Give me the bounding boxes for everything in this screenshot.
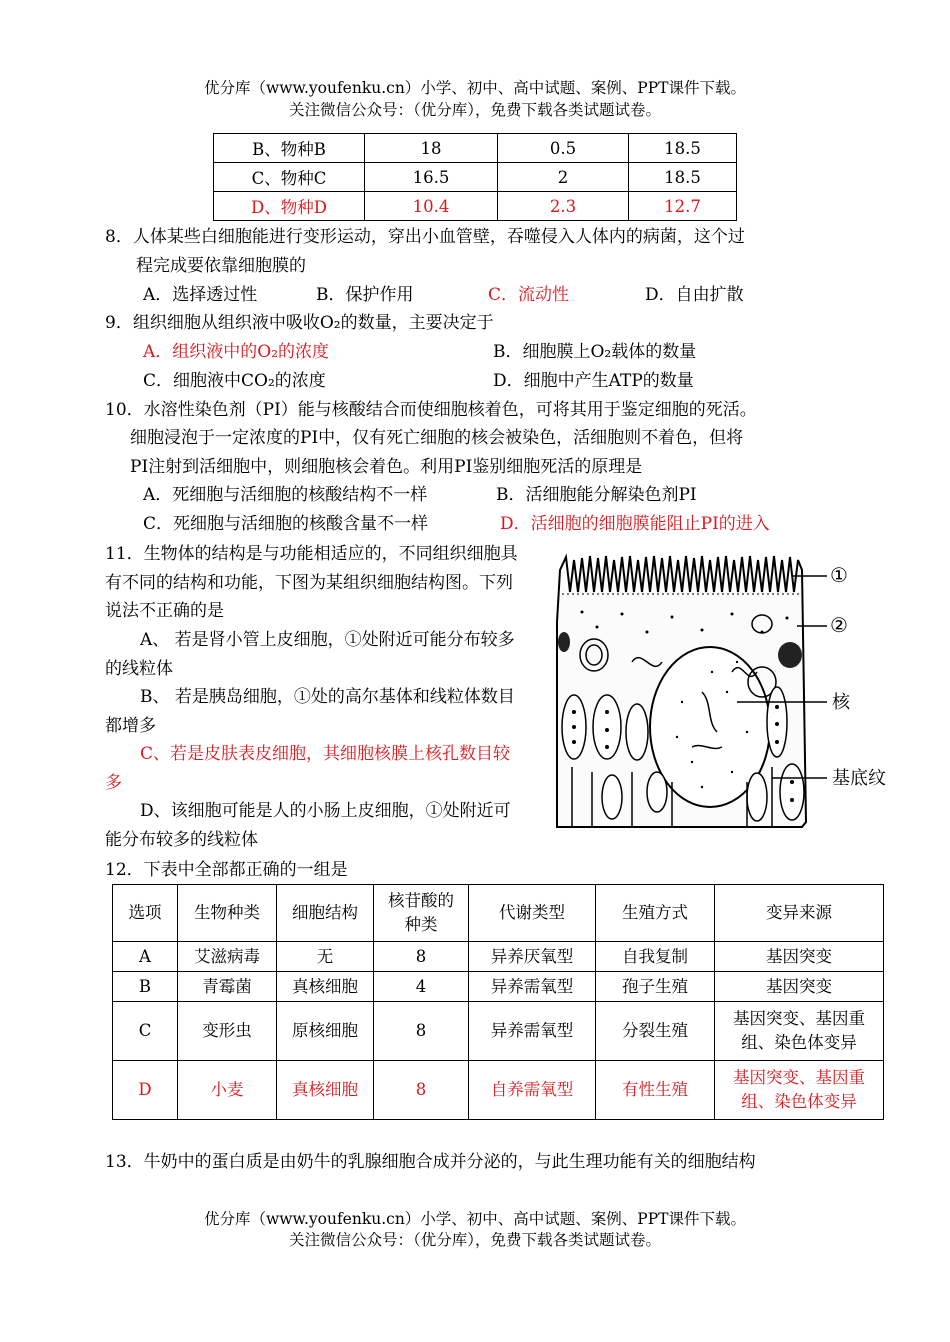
table-cell: 自养需氧型 — [469, 1061, 596, 1120]
q11-option-b: B、 若是胰岛细胞，①处的高尔基体和线粒体数目都增多 — [105, 687, 515, 736]
table-cell: 小麦 — [178, 1061, 277, 1120]
secretory-granule — [778, 642, 802, 668]
footer-line-2: 关注微信公众号：（优分库），免费下载各类试题试卷。 — [288, 1231, 661, 1249]
table-cell: 原核细胞 — [277, 1002, 374, 1061]
table-cell: 真核细胞 — [277, 1061, 374, 1120]
q8-option-c: C．流动性 — [488, 285, 570, 305]
table-cell: 基因突变 — [715, 972, 884, 1002]
table-cell: 基因突变、基因重组、染色体变异 — [715, 1002, 884, 1061]
q11-option-a: A、 若是肾小管上皮细胞，①处附近可能分布较多的线粒体 — [105, 630, 515, 679]
table-row — [214, 134, 737, 163]
table-cell: A — [113, 942, 178, 972]
cell-diagram — [552, 552, 890, 834]
table-cell: 2.3 — [498, 192, 629, 221]
table-cell: 异养需氧型 — [469, 972, 596, 1002]
q8-option-a: A．选择透过性 — [143, 285, 258, 305]
table-cell: 异养厌氧型 — [469, 942, 596, 972]
footer-line-1: 优分库（www.youfenku.cn）小学、初中、高中试题、案例、PPT课件下载。 — [203, 1210, 747, 1228]
table-cell: 4 — [374, 972, 469, 1002]
q12-stem: 12．下表中全部都正确的一组是 — [105, 860, 348, 880]
header-metabolism: 代谢类型 — [469, 885, 596, 942]
header-line-2: 关注微信公众号：（优分库），免费下载各类试题试卷。 — [288, 101, 661, 119]
table-cell: 艾滋病毒 — [178, 942, 277, 972]
table-row — [113, 942, 884, 972]
table-cell: 基因突变 — [715, 942, 884, 972]
table-cell: 分裂生殖 — [596, 1002, 715, 1061]
species-name: D、物种D — [214, 192, 365, 221]
table-cell: 2 — [498, 163, 629, 192]
q8-option-b: B．保护作用 — [316, 285, 414, 305]
table-cell: 0.5 — [498, 134, 629, 163]
secretory-granule — [558, 632, 570, 652]
table-cell: 8 — [374, 1002, 469, 1061]
q10-stem: 10．水溶性染色剂（PI）能与核酸结合而使细胞核着色，可将其用于鉴定细胞的死活。 — [105, 400, 757, 420]
table-cell: D — [113, 1061, 178, 1120]
header-cell-structure: 细胞结构 — [277, 885, 374, 942]
q9-option-c: C．细胞液中CO₂的浓度 — [143, 371, 326, 391]
table-cell: 变形虫 — [178, 1002, 277, 1061]
table-cell: 真核细胞 — [277, 972, 374, 1002]
table-row — [113, 1002, 884, 1061]
table-cell: 18.5 — [629, 163, 737, 192]
header-reproduction: 生殖方式 — [596, 885, 715, 942]
header-option: 选项 — [113, 885, 178, 942]
table-cell: 8 — [374, 942, 469, 972]
q8-stem: 8．人体某些白细胞能进行变形运动，穿出小血管壁，吞噬侵入人体内的病菌，这个过 — [105, 227, 745, 247]
label-basal-striation: 基底纹 — [832, 768, 886, 789]
label-1: ① — [830, 563, 848, 587]
header-line-1: 优分库（www.youfenku.cn）小学、初中、高中试题、案例、PPT课件下载。 — [203, 79, 747, 97]
q11-option-d: D、该细胞可能是人的小肠上皮细胞，①处附近可能分布较多的线粒体 — [105, 801, 511, 850]
table-cell: 8 — [374, 1061, 469, 1120]
table-cell: 18 — [365, 134, 498, 163]
label-nucleus: 核 — [832, 692, 850, 713]
table-cell: 无 — [277, 942, 374, 972]
table-cell: 16.5 — [365, 163, 498, 192]
header-organism: 生物种类 — [178, 885, 277, 942]
header-nucleotide: 核苷酸的种类 — [374, 885, 469, 942]
table-cell: B — [113, 972, 178, 1002]
q8-option-d: D．自由扩散 — [645, 285, 744, 305]
header-variation: 变异来源 — [715, 885, 884, 942]
table-cell: 12.7 — [629, 192, 737, 221]
table-cell: 孢子生殖 — [596, 972, 715, 1002]
table-row — [113, 972, 884, 1002]
options-table — [112, 884, 884, 1120]
table-row-answer — [214, 192, 737, 221]
q11-stem: 11．生物体的结构是与功能相适应的，不同组织细胞具有不同的结构和功能，下图为某组织细胞结构图。下列说法不正确的是 — [105, 544, 518, 621]
table-cell: 异养需氧型 — [469, 1002, 596, 1061]
q10-option-c: C．死细胞与活细胞的核酸含量不一样 — [143, 514, 429, 534]
q9-option-b: B．细胞膜上O₂载体的数量 — [493, 342, 697, 362]
q13-stem: 13．牛奶中的蛋白质是由奶牛的乳腺细胞合成并分泌的，与此生理功能有关的细胞结构 — [105, 1152, 756, 1172]
species-name: C、物种C — [214, 163, 365, 192]
q9-option-d: D．细胞中产生ATP的数量 — [493, 371, 694, 391]
table-cell: 青霉菌 — [178, 972, 277, 1002]
table-row — [214, 163, 737, 192]
q11-option-c: C、若是皮肤表皮细胞，其细胞核膜上核孔数目较多 — [105, 744, 511, 793]
label-2: ② — [830, 613, 848, 637]
table-cell: 自我复制 — [596, 942, 715, 972]
q9-option-a: A．组织液中的O₂的浓度 — [143, 342, 330, 362]
table-row-answer — [113, 1061, 884, 1120]
q10-option-a: A．死细胞与活细胞的核酸结构不一样 — [143, 485, 428, 505]
cell-structure-figure — [552, 552, 890, 834]
table-cell: C — [113, 1002, 178, 1061]
q10-stem-2: 细胞浸泡于一定浓度的PI中，仅有死亡细胞的核会被染色，活细胞则不着色，但将 — [130, 428, 744, 448]
species-table — [213, 133, 737, 221]
table-cell: 10.4 — [365, 192, 498, 221]
table-cell: 18.5 — [629, 134, 737, 163]
table-header-row — [113, 885, 884, 942]
q10-option-d: D．活细胞的细胞膜能阻止PI的进入 — [500, 514, 770, 534]
species-name: B、物种B — [214, 134, 365, 163]
q8-stem-cont: 程完成要依靠细胞膜的 — [136, 256, 306, 276]
q10-option-b: B．活细胞能分解染色剂PI — [496, 485, 697, 505]
table-cell: 有性生殖 — [596, 1061, 715, 1120]
table-cell: 基因突变、基因重组、染色体变异 — [715, 1061, 884, 1120]
q9-stem: 9．组织细胞从组织液中吸收O₂的数量，主要决定于 — [105, 313, 494, 333]
q10-stem-3: PI注射到活细胞中，则细胞核会着色。利用PI鉴别细胞死活的原理是 — [130, 457, 643, 477]
